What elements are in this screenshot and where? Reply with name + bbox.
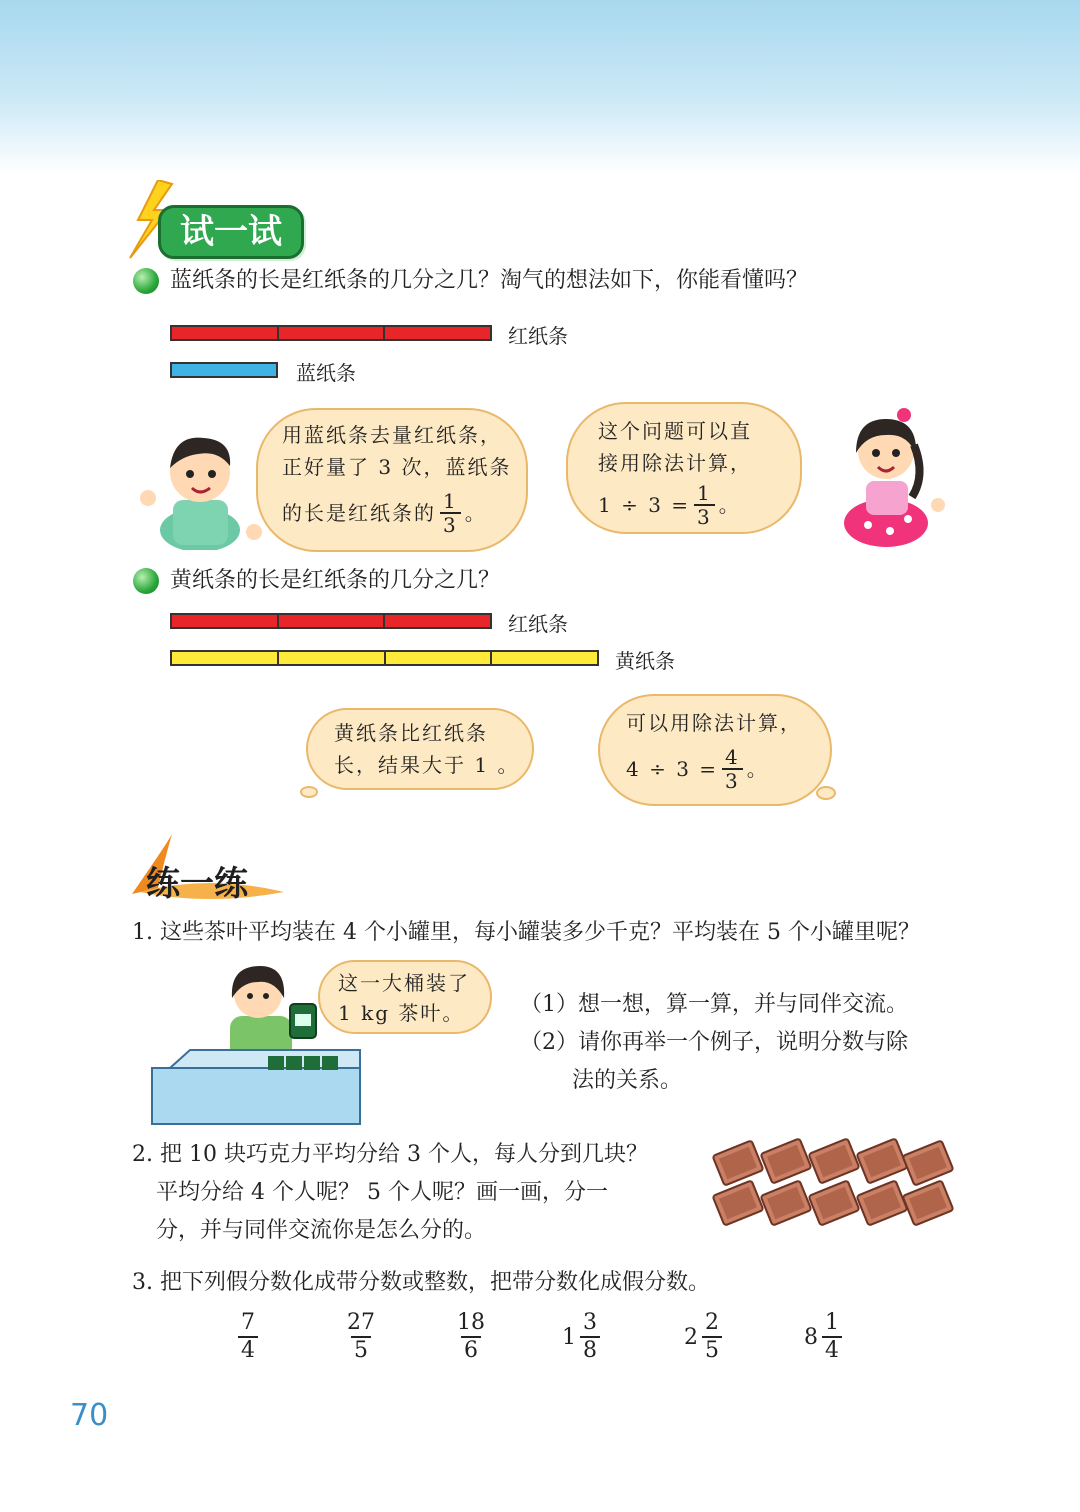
period: 。: [718, 493, 741, 517]
fraction-item: [340, 1310, 382, 1364]
mixed-whole: 8: [804, 1324, 818, 1350]
green-bullet-icon: [133, 568, 159, 594]
teacher-bubble-line1: 这一大桶装了: [338, 971, 470, 995]
question-yellow-strip: 黄纸条的长是红纸条的几分之几？: [170, 568, 501, 593]
fraction: [344, 1310, 378, 1364]
practice-1-sub2b: 法的关系。: [572, 1068, 683, 1093]
fraction-numerator: 3: [583, 1310, 597, 1335]
section-title-practice: 练一练: [146, 864, 248, 904]
mixed-number-item: [562, 1310, 604, 1364]
teacher-bubble-line2: 1 kg 茶叶。: [338, 1001, 465, 1025]
page-number: 70: [70, 1398, 109, 1433]
bubble4-line1: 可以用除法计算，: [626, 711, 802, 735]
fraction-numerator: 18: [457, 1310, 485, 1335]
period: 。: [464, 501, 487, 525]
division-expression: 1 ÷ 3 =: [598, 493, 691, 517]
fraction-one-third: [440, 490, 461, 536]
girl-bubble-line2: 接用除法计算，: [598, 451, 752, 475]
fraction-numerator: 2: [705, 1310, 719, 1335]
chocolate-icon: [855, 1179, 909, 1227]
chocolate-icon: [901, 1179, 955, 1227]
fraction-denominator: 5: [351, 1336, 371, 1364]
thought-dot: [816, 786, 836, 800]
fraction: [580, 1310, 600, 1364]
practice-1-sub1: （1）想一想，算一算，并与同伴交流。: [520, 992, 908, 1017]
chocolate-icon: [901, 1139, 955, 1187]
chocolate-icon: [807, 1179, 861, 1227]
fraction-item: [450, 1310, 492, 1364]
question-blue-strip: 蓝纸条的长是红纸条的几分之几？淘气的想法如下，你能看懂吗？: [170, 268, 809, 293]
fraction-denominator: 5: [702, 1336, 722, 1364]
red-strip-bar: [170, 325, 492, 341]
bubble3-line1: 黄纸条比红纸条: [334, 721, 488, 745]
bubble4-expression: [626, 746, 769, 792]
chocolate-icon: [807, 1137, 861, 1185]
fraction-denominator: 4: [822, 1336, 842, 1364]
boy-bubble-line3: [282, 490, 487, 536]
chocolate-icon: [711, 1179, 765, 1227]
mixed-whole: 1: [562, 1324, 576, 1350]
fraction-item: [234, 1310, 262, 1364]
practice-3-question: 3. 把下列假分数化成带分数或整数，把带分数化成假分数。: [132, 1270, 710, 1295]
practice-2-line3: 分，并与同伴交流你是怎么分的。: [156, 1218, 487, 1243]
girl-bubble-line1: 这个问题可以直: [598, 419, 752, 443]
fraction-denominator: 3: [722, 768, 743, 792]
mixed-whole: 2: [684, 1324, 698, 1350]
blue-strip-bar: [170, 362, 278, 378]
chocolate-icon: [759, 1137, 813, 1185]
fraction-numerator: 1: [697, 481, 712, 505]
fraction-numerator: 7: [241, 1310, 255, 1335]
fraction-numerator: 1: [443, 489, 458, 513]
fraction-one-third: [694, 482, 715, 528]
yellow-strip-bar: [170, 650, 599, 666]
blue-strip-label: 蓝纸条: [296, 361, 356, 385]
boy-bubble-line3-text: 的长是红纸条的: [282, 501, 436, 525]
fraction: [238, 1310, 258, 1364]
fraction-denominator: 4: [238, 1336, 258, 1364]
section-title-try: 试一试: [158, 205, 304, 259]
girl-bubble-expression: [598, 482, 741, 528]
fraction: [454, 1310, 488, 1364]
boy-bubble-line1: 用蓝纸条去量红纸条，: [282, 423, 502, 447]
red-strip-label: 红纸条: [508, 612, 568, 636]
fraction: [702, 1310, 722, 1364]
fraction-numerator: 4: [725, 745, 740, 769]
division-expression: 4 ÷ 3 =: [626, 757, 719, 781]
red-strip-bar: [170, 613, 492, 629]
bubble3-line2: 长，结果大于 1 。: [334, 753, 520, 777]
mixed-number-item: [804, 1310, 846, 1364]
fraction-numerator: 1: [825, 1310, 839, 1335]
thought-dot: [300, 786, 318, 798]
chocolate-icon: [711, 1139, 765, 1187]
red-strip-label: 红纸条: [508, 324, 568, 348]
fraction: [822, 1310, 842, 1364]
fraction-four-thirds: [722, 746, 743, 792]
fraction-denominator: 3: [440, 512, 461, 536]
chocolate-icon: [759, 1179, 813, 1227]
period: 。: [746, 757, 769, 781]
girl-illustration: [828, 405, 948, 550]
mixed-number-item: [684, 1310, 726, 1364]
yellow-strip-label: 黄纸条: [615, 649, 675, 673]
boy-bubble-line2: 正好量了 3 次，蓝纸条: [282, 455, 512, 479]
practice-2-line2: 平均分给 4 个人呢？ 5 个人呢？画一画，分一: [156, 1180, 608, 1205]
boy-illustration: [138, 420, 263, 550]
fraction-numerator: 27: [347, 1310, 375, 1335]
practice-1-sub2a: （2）请你再举一个例子，说明分数与除: [520, 1030, 908, 1055]
chocolate-icon: [855, 1137, 909, 1185]
practice-1-question: 1. 这些茶叶平均装在 4 个小罐里，每小罐装多少千克？平均装在 5 个小罐里呢？: [132, 920, 920, 945]
header-gradient-band: [0, 0, 1080, 175]
green-bullet-icon: [133, 268, 159, 294]
practice-2-line1: 2. 把 10 块巧克力平均分给 3 个人，每人分到几块？: [132, 1142, 648, 1167]
fraction-denominator: 6: [461, 1336, 481, 1364]
fraction-denominator: 3: [694, 504, 715, 528]
fraction-denominator: 8: [580, 1336, 600, 1364]
